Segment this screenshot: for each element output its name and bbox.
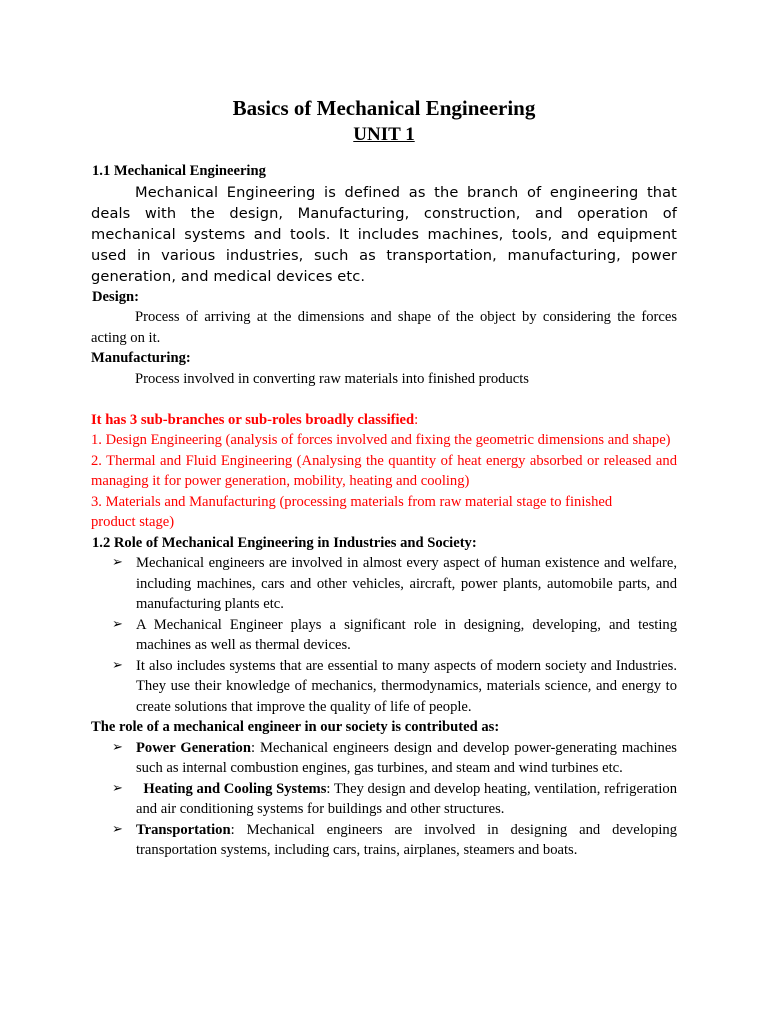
list-item-term: Heating and Cooling Systems [143, 780, 327, 797]
list-item [91, 615, 677, 656]
unit-heading: UNIT 1 [353, 124, 415, 145]
list-item [91, 553, 677, 615]
arrow-bullet-icon: ➢ [112, 821, 123, 837]
sub-branch-item-2: 2. Thermal and Fluid Engineering (Analysing the quantity of heat energy absorbed or released and managing it for power generation, mobility, heating and cooling) [91, 452, 677, 489]
design-definition: Process of arriving at the dimensions and shape of the object by considering the forces acting on it. [91, 309, 677, 346]
list-item-term: Power Generation [136, 739, 251, 756]
society-role-list [91, 738, 677, 861]
section-1-1-heading: 1.1 Mechanical Engineering [92, 163, 266, 179]
list-item-term: Transportation [136, 821, 231, 838]
list-item-text: : Mechanical engineers design and develop power-generating machines such as internal combustion engines, gas turbines, and steam and wind turbines etc. [136, 739, 677, 776]
sub-branches-colon: : [414, 411, 419, 428]
arrow-bullet-icon: ➢ [112, 555, 123, 570]
society-role-heading: The role of a mechanical engineer in our society is contributed as: [91, 719, 500, 735]
section-1-2-heading: 1.2 Role of Mechanical Engineering in Industries and Society: [92, 534, 477, 551]
list-item [91, 656, 677, 718]
blank-line [91, 389, 677, 410]
sub-branch-item-3: 3. Materials and Manufacturing (processing materials from raw material stage to finished product stage) [91, 493, 613, 530]
sub-branches-heading-text: It has 3 sub-branches or sub-roles broadly classified [91, 411, 415, 428]
manufacturing-heading: Manufacturing: [91, 350, 191, 366]
document-title: Basics of Mechanical Engineering [232, 96, 536, 120]
arrow-bullet-icon: ➢ [112, 780, 123, 796]
list-item [91, 820, 677, 861]
arrow-bullet-icon: ➢ [112, 616, 123, 632]
manufacturing-definition: Process involved in converting raw materials into finished products [135, 370, 529, 387]
list-item-text: Mechanical engineers are involved in almost every aspect of human existence and welfare, including machines, cars and other vehicles, aircraft, power plants, automobile parts, and manufacturing plants etc. [136, 555, 677, 612]
list-item-text: : Mechanical engineers are involved in designing and developing transportation systems, including cars, trains, airplanes, steamers and boats. [136, 821, 677, 858]
arrow-bullet-icon: ➢ [112, 739, 123, 755]
list-item-text: It also includes systems that are essential to many aspects of modern society and Industries. They use their knowledge of mechanics, thermodynamics, materials science, and energy to create solutions that improve the quality of life of people. [136, 657, 677, 715]
list-item [91, 779, 677, 820]
definition-paragraph [91, 182, 677, 287]
sub-branches-heading [91, 410, 677, 431]
document-body [91, 94, 677, 861]
arrow-bullet-icon: ➢ [112, 657, 123, 673]
list-item [91, 738, 677, 779]
definition-text: Mechanical Engineering is defined as the branch of engineering that deals with the design, Manufacturing, construction, and operation of mechanical systems and tools. It includes machines, tools, and equipment used in various industries, such as transportation, manufacturing, power generation, and medical devices etc. [91, 183, 677, 285]
sub-branch-item-1: 1. Design Engineering (analysis of forces involved and fixing the geometric dimensions and shape) [91, 432, 671, 448]
list-item-text: : They design and develop heating, ventilation, refrigeration and air conditioning systems for buildings and other structures. [136, 780, 677, 817]
role-bullet-list [91, 553, 677, 717]
list-item-text: A Mechanical Engineer plays a significant role in designing, developing, and testing machines as well as thermal devices. [136, 616, 677, 653]
design-heading: Design: [92, 288, 140, 305]
